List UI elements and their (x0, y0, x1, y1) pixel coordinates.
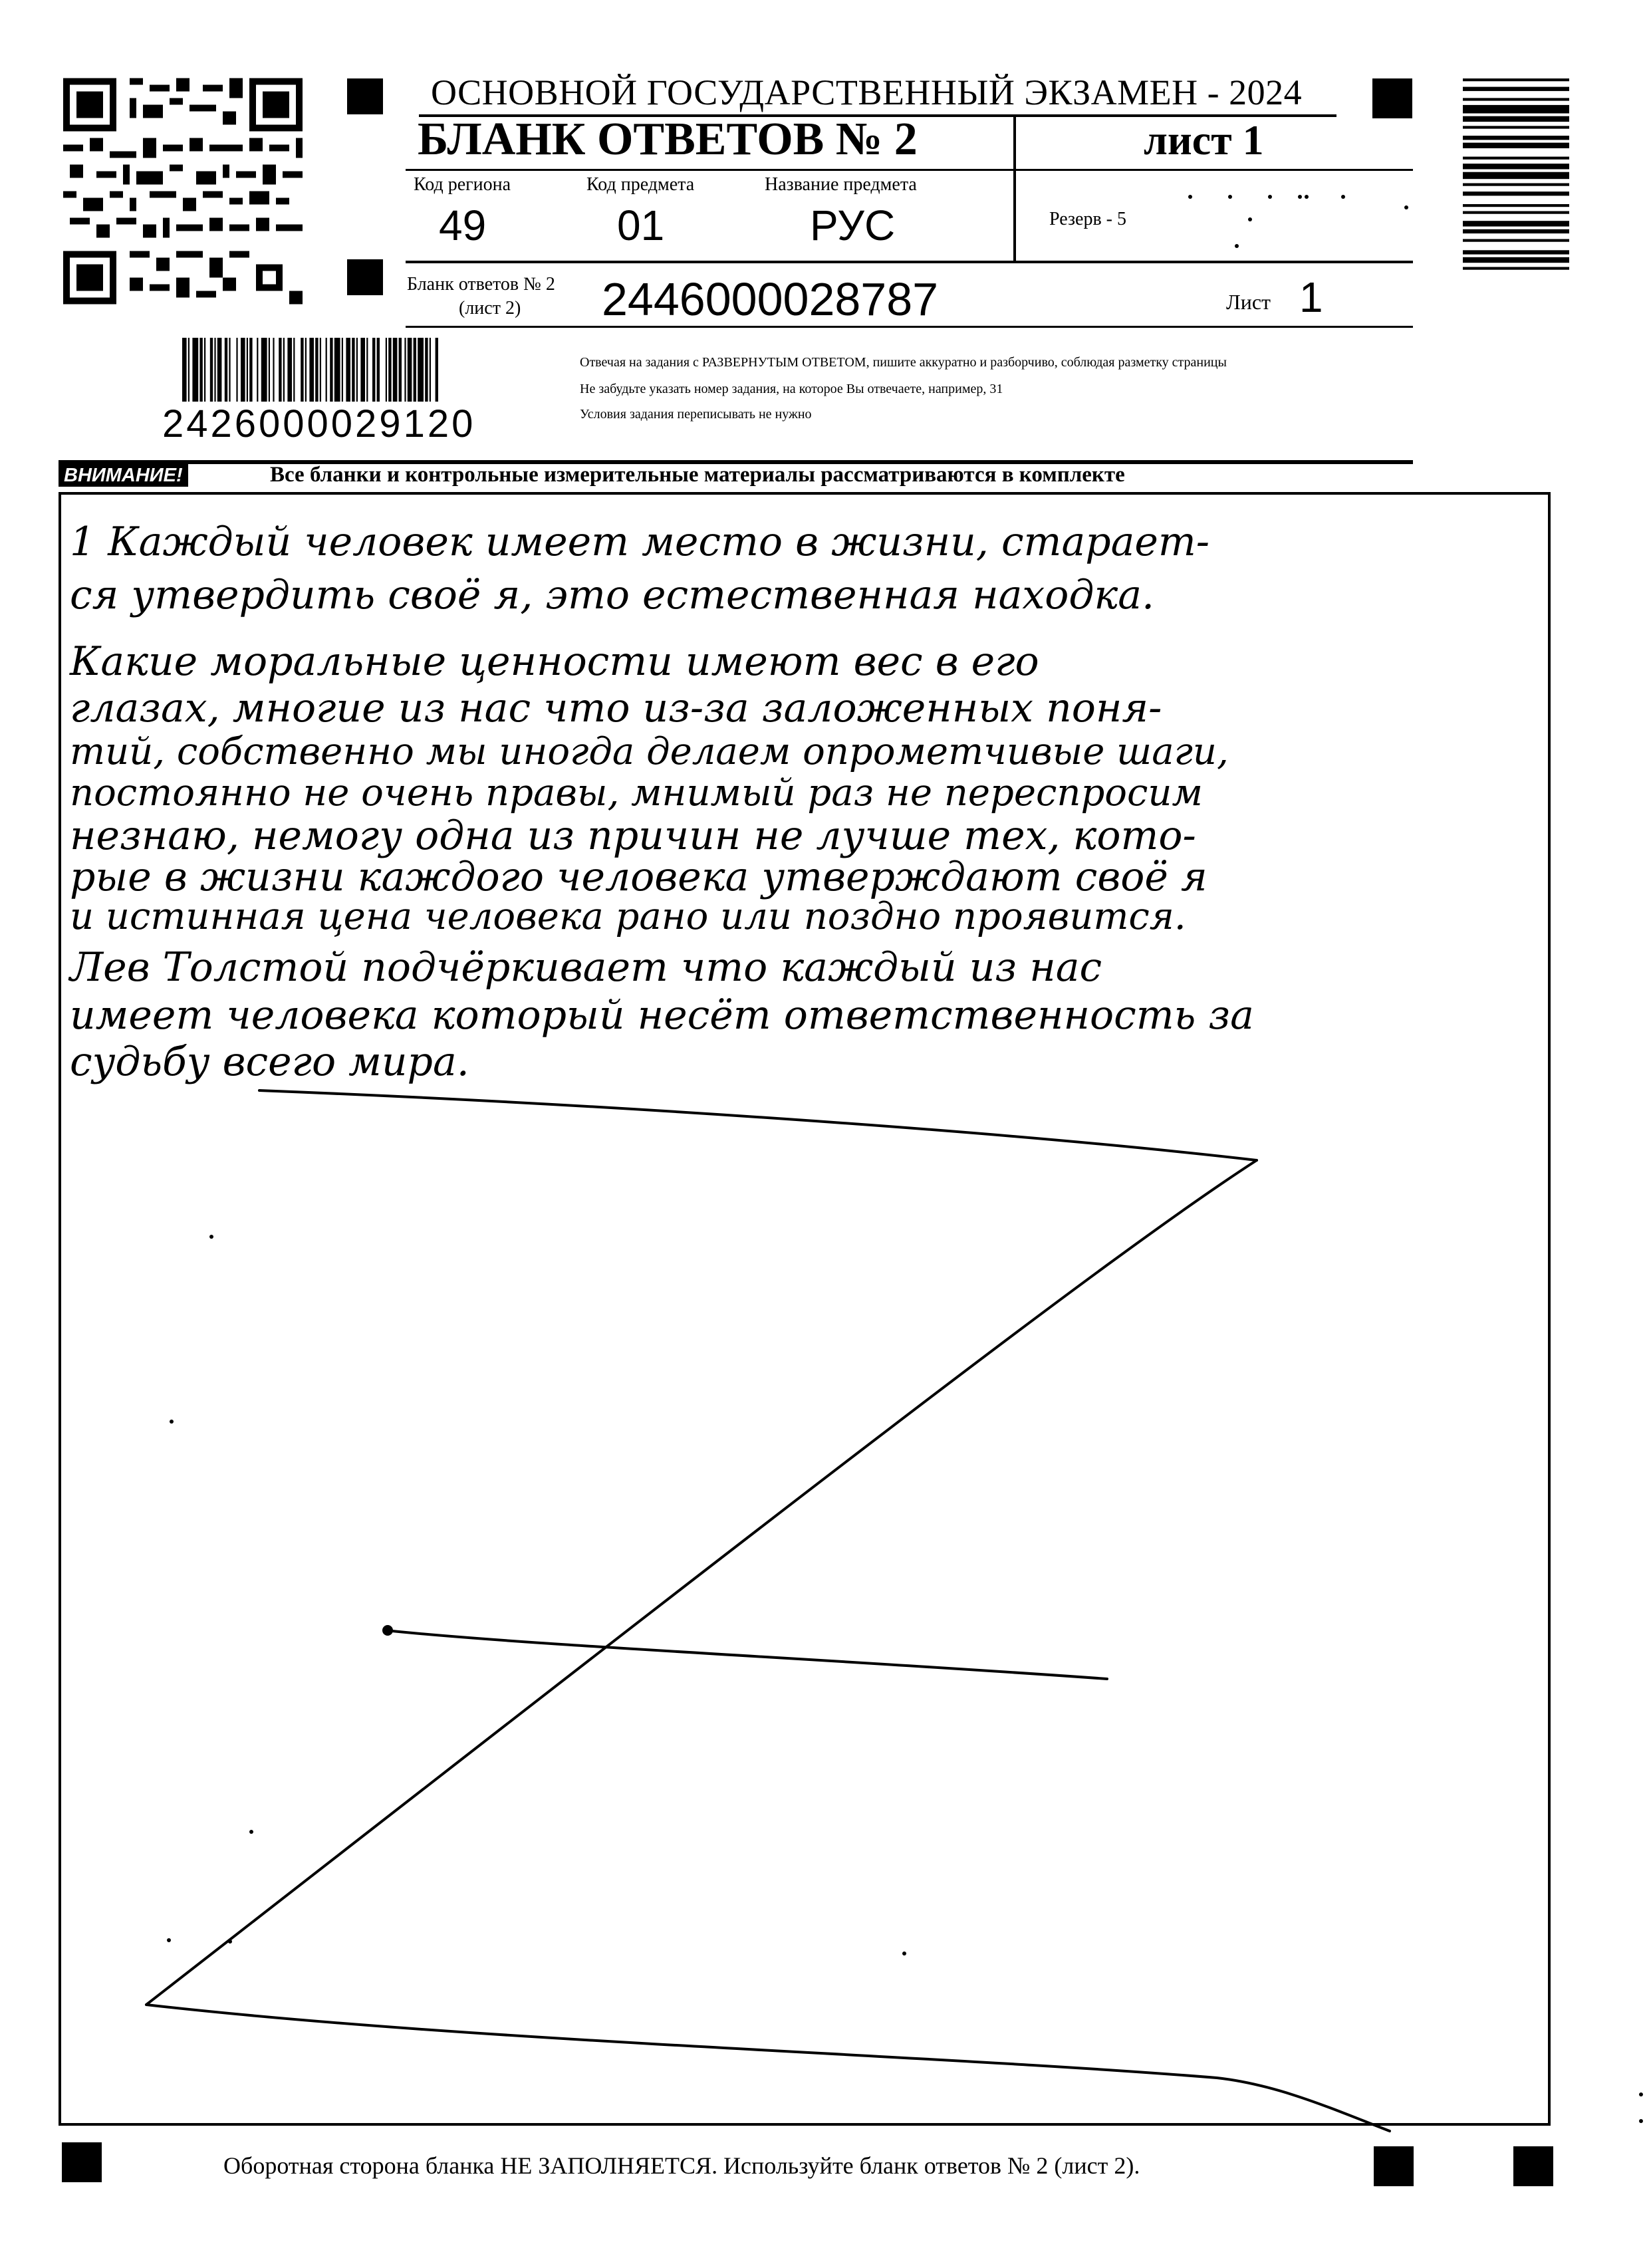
side-barcode-bar (1463, 267, 1569, 270)
form-number: 2446000028787 (602, 273, 939, 325)
barcode-bar (334, 338, 340, 404)
side-barcode-bar (1463, 105, 1569, 114)
side-barcode (1463, 78, 1569, 451)
marker-bottom-mid (1374, 2146, 1414, 2186)
side-barcode-bar (1463, 87, 1569, 91)
side-barcode-bar (1463, 211, 1569, 214)
barcode-bar (360, 338, 365, 404)
instruction-line-2: Не забудьте указать номер задания, на которое Вы отвечаете, например, 31 (580, 382, 1003, 396)
side-barcode-bar (1463, 78, 1569, 81)
side-barcode-bar (1463, 164, 1569, 169)
answer-line-10: Лев Толстой подчёркивает что каждый из нас (70, 944, 1102, 991)
side-barcode-bar (1463, 257, 1569, 263)
footer-note: Оборотная сторона бланка НЕ ЗАПОЛНЯЕТСЯ. Используйте бланк ответов № 2 (лист 2). (223, 2152, 1140, 2179)
subject-name-label: Название предмета (765, 174, 917, 195)
barcode-bar (293, 338, 295, 404)
form-number-label-1: Бланк ответов № 2 (407, 274, 555, 295)
subject-code: 01 (617, 201, 665, 249)
barcode-bar (320, 338, 321, 404)
marker-top-left (347, 78, 383, 114)
barcode-bar (279, 338, 281, 404)
barcode-bar (192, 338, 198, 404)
barcode-bar (214, 338, 215, 404)
barcode-bar (283, 338, 285, 404)
barcode-bar (393, 338, 398, 404)
barcode-bar (269, 338, 270, 404)
answer-line-12: судьбу всего мира. (70, 1039, 469, 1085)
answer-line-1: 1 Каждый человек имеет место в жизни, старает- (70, 519, 1210, 565)
barcode-bar (247, 338, 248, 404)
reserve-dots (1184, 193, 1410, 253)
instruction-line-3: Условия задания переписывать не нужно (580, 407, 812, 422)
barcode-bar (399, 338, 402, 404)
side-barcode-bar (1463, 157, 1569, 160)
header-divider (1013, 116, 1016, 263)
barcode-bar (204, 338, 205, 404)
barcode-bar (366, 338, 368, 404)
barcode-bar (388, 338, 391, 404)
sheet-number-label: Лист (1226, 290, 1271, 314)
barcode-bar (418, 338, 424, 404)
sheet-label: лист 1 (1144, 116, 1264, 164)
answer-line-11: имеет человека который несёт ответственность за (70, 992, 1254, 1039)
reserve-label: Резерв - 5 (1049, 209, 1127, 229)
side-barcode-bar (1463, 116, 1569, 122)
barcode-bar (414, 338, 416, 404)
subject-code-label: Код предмета (586, 174, 695, 195)
barcode-bar (210, 338, 213, 404)
qr-code (63, 76, 303, 306)
barcode-bar (315, 338, 318, 404)
barcode-bar (408, 338, 412, 404)
side-barcode-bar (1463, 221, 1569, 226)
barcode-bar (217, 338, 222, 404)
barcode-bar (287, 338, 292, 404)
side-barcode-bar (1463, 239, 1569, 242)
barcode-bar (356, 338, 358, 404)
answer-line-2: ся утвердить своё я, это естественная находка. (70, 572, 1155, 618)
barcode-bar (261, 338, 267, 404)
answer-line-7: незнаю, немогу одна из причин не лучше тех, кото- (70, 813, 1196, 859)
attention-badge: ВНИМАНИЕ! (59, 464, 188, 487)
answer-line-6: постоянно не очень правы, мнимый раз не переспросим (70, 771, 1203, 815)
codes-underline (406, 261, 1413, 263)
barcode-bar (273, 338, 274, 404)
marker-top-right (1372, 78, 1412, 118)
side-barcode-bar (1463, 191, 1569, 195)
barcode-number: 2426000029120 (160, 402, 478, 446)
barcode-bar (188, 338, 190, 404)
region-code: 49 (439, 201, 487, 249)
barcode-bar (425, 338, 428, 404)
barcode-bar (241, 338, 245, 404)
instruction-line-1: Отвечая на задания с РАЗВЕРНУТЫМ ОТВЕТОМ, пишите аккуратно и разборчиво, соблюдая разметку страницы (580, 355, 1227, 370)
side-barcode-bar (1463, 126, 1569, 128)
answer-line-5: тий, собственно мы иногда делаем опрометчивые шаги, (70, 730, 1229, 773)
barcode-bar (249, 338, 252, 404)
barcode-bar (342, 338, 343, 404)
exam-title: ОСНОВНОЙ ГОСУДАРСТВЕННЫЙ ЭКЗАМЕН - 2024 (431, 72, 1303, 112)
side-barcode-bar (1463, 143, 1569, 148)
barcode-bar (386, 338, 387, 404)
form-title: БЛАНК ОТВЕТОВ № 2 (418, 114, 918, 165)
answer-line-9: и истинная цена человека рано или поздно проявится. (70, 895, 1186, 938)
qr-code-image (63, 76, 303, 306)
barcode-bar (301, 338, 303, 404)
side-barcode-bar (1463, 229, 1569, 233)
barcode-bar (346, 338, 350, 404)
side-barcode-bar (1463, 136, 1569, 140)
barcode-bar (305, 338, 307, 404)
marker-mid-left (347, 259, 383, 295)
attention-text: Все бланки и контрольные измерительные материалы рассматриваются в комплекте (270, 463, 1125, 487)
barcode-bar (236, 338, 237, 404)
barcode-bar (257, 338, 258, 404)
barcode-bar (377, 338, 380, 404)
side-barcode-bar (1463, 98, 1569, 100)
barcode-bar (182, 338, 187, 404)
region-code-label: Код региона (414, 174, 511, 195)
form-title-underline (406, 169, 1413, 171)
form-number-label-2: (лист 2) (459, 298, 521, 318)
barcode-bar (229, 338, 230, 404)
side-barcode-bar (1463, 204, 1569, 207)
side-barcode-bar (1463, 250, 1569, 254)
barcode-bar (326, 338, 327, 404)
side-barcode-bar (1463, 172, 1569, 180)
barcode-bar (199, 338, 202, 404)
side-barcode-bar (1463, 184, 1569, 186)
sheet-number: 1 (1299, 273, 1323, 321)
side-barcode-image (1463, 78, 1569, 451)
answer-line-4: глазах, многие из нас что из-за заложенных поня- (70, 685, 1162, 731)
marker-bottom-left (62, 2142, 102, 2182)
reserve-dots-image (1184, 193, 1410, 253)
barcode-bar (309, 338, 314, 404)
barcode-bar (404, 338, 406, 404)
barcode-bar (430, 338, 431, 404)
barcode-bar (372, 338, 375, 404)
answer-line-3: Какие моральные ценности имеют вес в его (70, 638, 1039, 685)
barcode-bar (225, 338, 227, 404)
barcode-bar (330, 338, 332, 404)
barcode-bar (436, 338, 438, 404)
barcode-bar (352, 338, 354, 404)
form-number-underline (406, 326, 1413, 328)
subject-name: РУС (810, 201, 896, 249)
marker-bottom-right (1513, 2146, 1553, 2186)
answer-line-8: рые в жизни каждого человека утверждают своё я (70, 854, 1207, 900)
